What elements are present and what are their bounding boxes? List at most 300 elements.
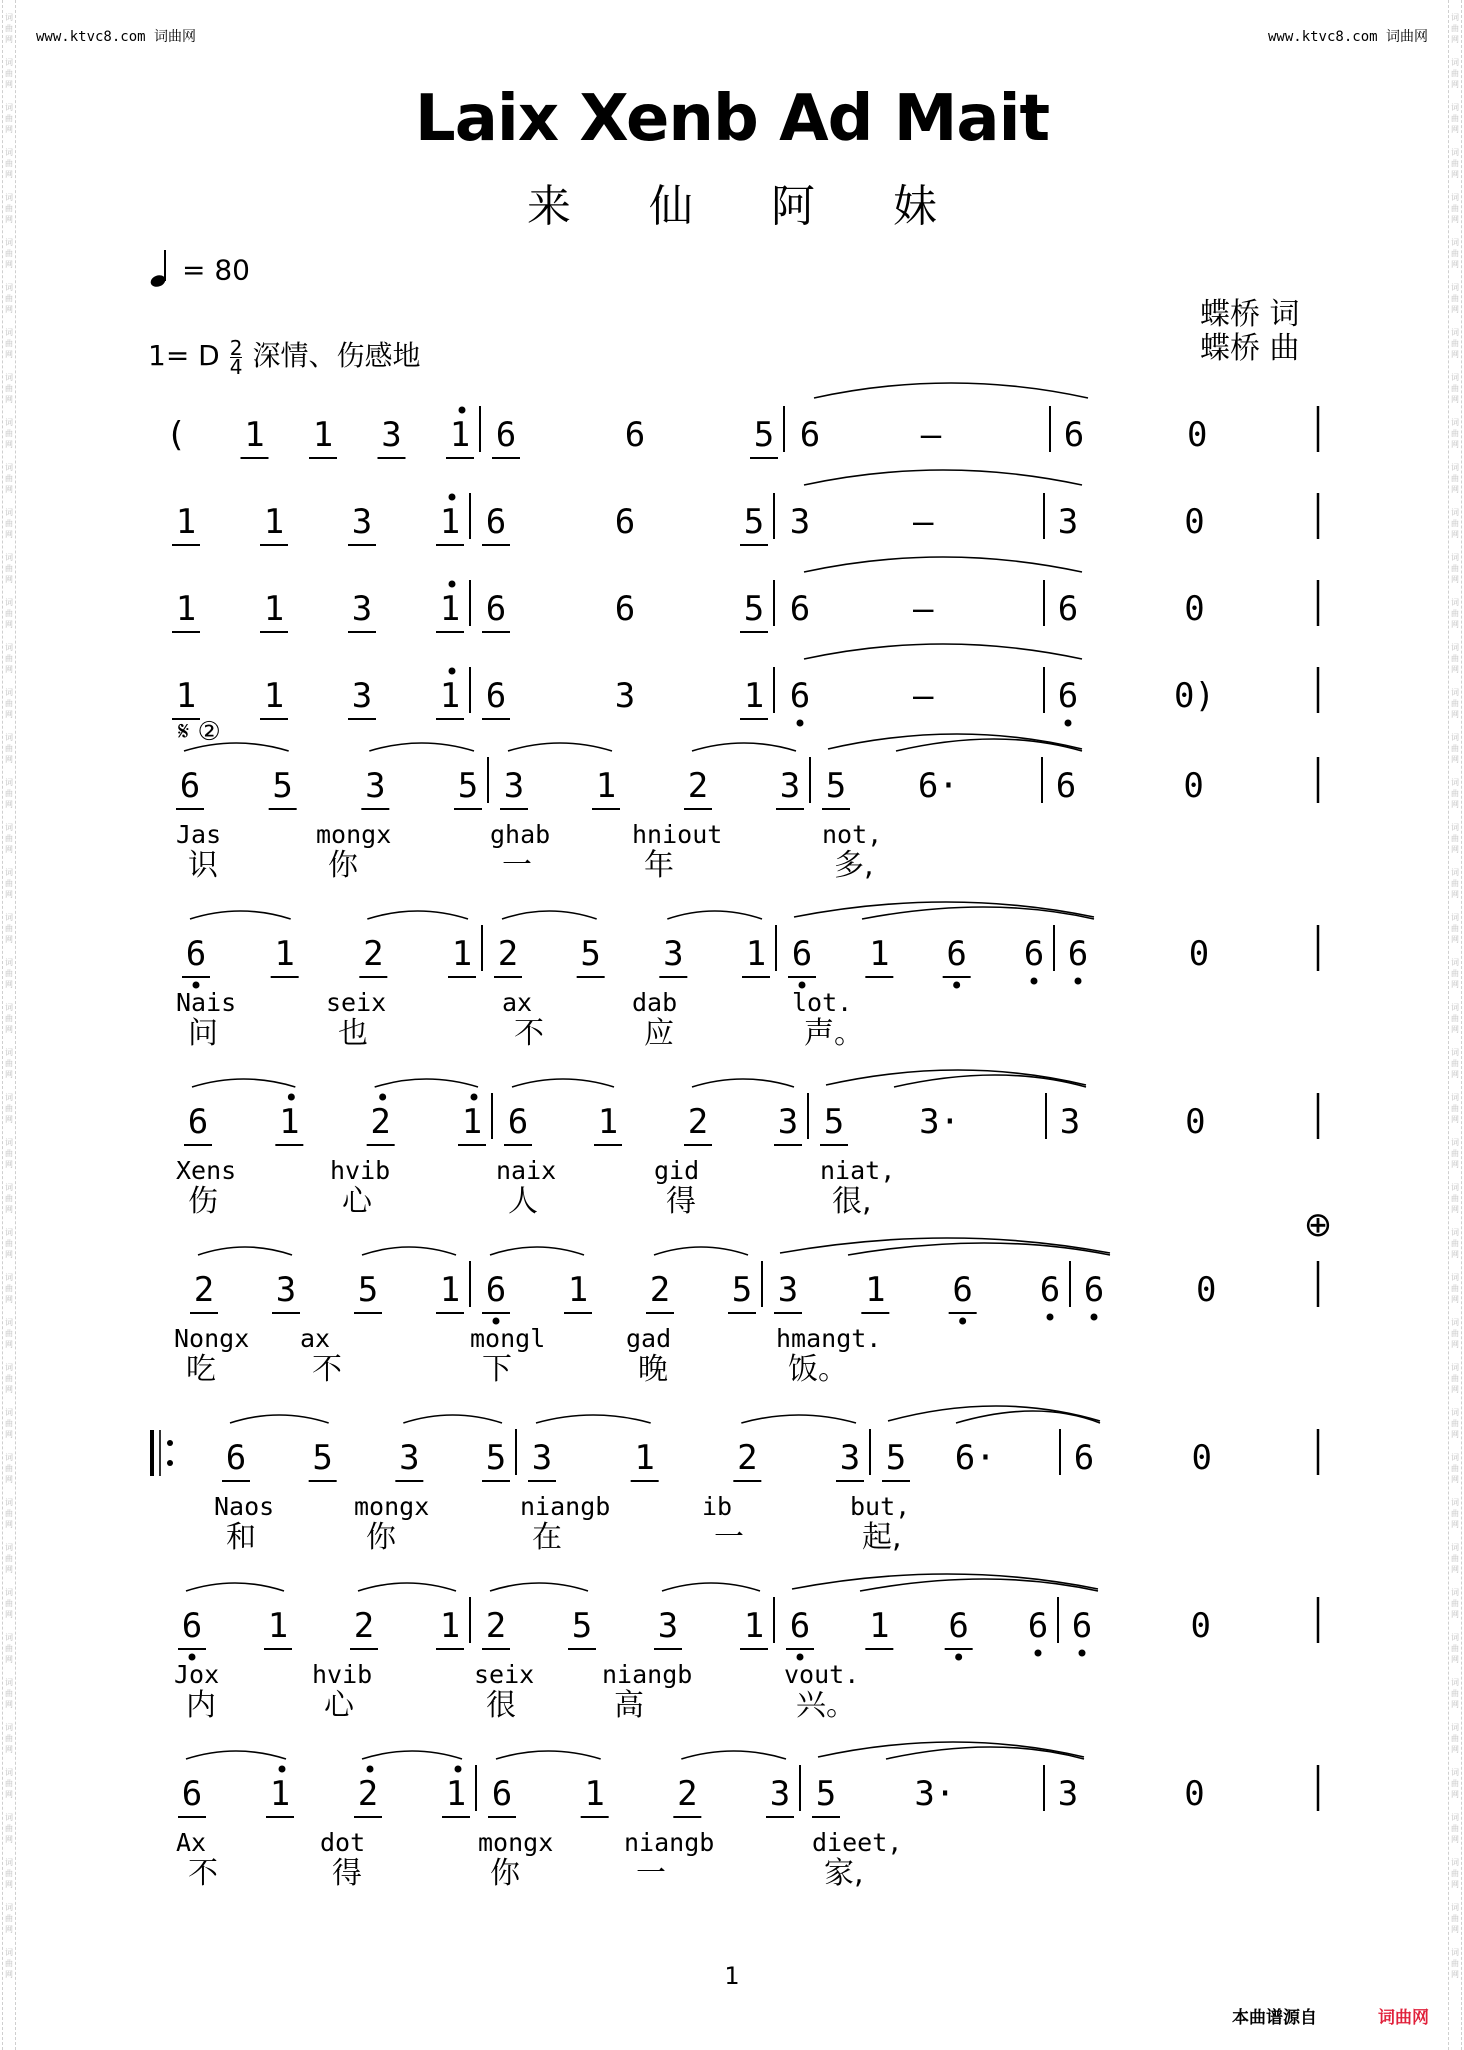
watermark-text: 词曲网 bbox=[5, 1723, 13, 1754]
jianpu-note: 1 bbox=[267, 1606, 289, 1646]
slur bbox=[362, 1751, 462, 1759]
chinese-lyric: 很, bbox=[832, 1184, 872, 1219]
jianpu-note: 6 bbox=[491, 1774, 513, 1814]
jianpu-note: 5 bbox=[825, 766, 847, 806]
jianpu-note: 6 bbox=[485, 502, 507, 542]
jianpu-note: 0 bbox=[1183, 766, 1204, 806]
slur bbox=[190, 911, 291, 919]
watermark-text: 词曲网 bbox=[5, 913, 13, 944]
chinese-lyric: 不 bbox=[514, 1016, 544, 1051]
jianpu-note: 3 bbox=[365, 766, 386, 806]
tie bbox=[804, 644, 1082, 659]
jianpu-note: 6 bbox=[1083, 1270, 1105, 1310]
watermark-text: 词曲网 bbox=[5, 418, 13, 449]
footer-brand: 词曲网 bbox=[1378, 2008, 1429, 2028]
jianpu-note: 1 bbox=[584, 1774, 605, 1814]
jianpu-note: 3 bbox=[399, 1438, 420, 1478]
jianpu-note: 1 bbox=[439, 502, 461, 542]
jianpu-note: 5 bbox=[457, 766, 479, 806]
tie bbox=[780, 1238, 1110, 1253]
jianpu-note: 2 bbox=[193, 1270, 215, 1310]
slur bbox=[362, 1247, 456, 1255]
watermark-text: 词曲网 bbox=[1451, 328, 1459, 359]
slur bbox=[369, 743, 474, 751]
jianpu-note: 6 bbox=[1023, 934, 1045, 974]
jianpu-note: 5 bbox=[571, 1606, 593, 1646]
tie bbox=[894, 1075, 1086, 1087]
watermark-text: 词曲网 bbox=[1451, 643, 1459, 674]
watermark-text: 词曲网 bbox=[5, 1498, 13, 1529]
slur bbox=[692, 1079, 794, 1087]
chinese-lyric: 你 bbox=[490, 1856, 520, 1891]
chinese-lyric: 年 bbox=[644, 848, 674, 883]
jianpu-note: 6 bbox=[1073, 1438, 1095, 1478]
jianpu-note: 6· bbox=[917, 766, 959, 806]
pinyin-lyric: niangb bbox=[602, 1660, 693, 1689]
slur bbox=[198, 1247, 292, 1255]
octave-dot-below bbox=[1065, 720, 1072, 727]
watermark-text: 词曲网 bbox=[1451, 1453, 1459, 1484]
jianpu-note: 1 bbox=[263, 502, 285, 542]
jianpu-note: 1 bbox=[439, 1270, 461, 1310]
watermark-text: 词曲网 bbox=[1451, 103, 1459, 134]
watermark-text: 词曲网 bbox=[5, 868, 13, 899]
watermark-text: 词曲网 bbox=[1451, 1498, 1459, 1529]
tie bbox=[804, 470, 1082, 485]
jianpu-note: 3· bbox=[919, 1102, 961, 1142]
watermark-text: 词曲网 bbox=[1451, 1768, 1459, 1799]
watermark-text: 词曲网 bbox=[1451, 733, 1459, 764]
octave-dot-below bbox=[1031, 978, 1038, 985]
octave-dot-below bbox=[1091, 1314, 1098, 1321]
watermark-text: 词曲网 bbox=[5, 1543, 13, 1574]
jianpu-note: 1 bbox=[597, 1102, 619, 1142]
jianpu-note: 3 bbox=[381, 415, 402, 455]
pinyin-lyric: Xens bbox=[176, 1156, 237, 1185]
pinyin-lyric: ghab bbox=[490, 820, 551, 849]
watermark-text: 词曲网 bbox=[1451, 1858, 1459, 1889]
watermark-text: 词曲网 bbox=[1451, 1363, 1459, 1394]
watermark-text: 词曲网 bbox=[1451, 1903, 1459, 1934]
slur bbox=[186, 1583, 284, 1591]
watermark-text: 词曲网 bbox=[5, 1363, 13, 1394]
jianpu-note: – bbox=[912, 676, 934, 716]
jianpu-note: 6 bbox=[181, 1606, 203, 1646]
chinese-lyric: 一 bbox=[636, 1856, 666, 1891]
watermark-text: 词曲网 bbox=[5, 688, 13, 719]
watermark-text: 词曲网 bbox=[5, 598, 13, 629]
jianpu-note: 2 bbox=[353, 1606, 375, 1646]
tie bbox=[896, 739, 1082, 751]
watermark-text: 词曲网 bbox=[1451, 1723, 1459, 1754]
footer-source-text: 本曲谱源自 bbox=[1232, 2008, 1317, 2028]
slur bbox=[230, 1415, 329, 1423]
expression-marking: 深情、伤感地 bbox=[252, 339, 421, 372]
jianpu-note: 5 bbox=[312, 1438, 333, 1478]
slur bbox=[367, 911, 468, 919]
jianpu-note: 6 bbox=[179, 766, 201, 806]
jianpu-note: 6 bbox=[789, 1606, 811, 1646]
jianpu-note: 5 bbox=[485, 1438, 507, 1478]
pinyin-lyric: but, bbox=[850, 1492, 911, 1521]
jianpu-note: 6 bbox=[1057, 589, 1079, 629]
chinese-lyric: 识 bbox=[188, 848, 218, 883]
slur bbox=[512, 1079, 614, 1087]
slur bbox=[502, 911, 597, 919]
jianpu-note: 0 bbox=[1188, 934, 1210, 974]
watermark-text: 词曲网 bbox=[1451, 418, 1459, 449]
watermark-text: 词曲网 bbox=[5, 1318, 13, 1349]
watermark-text: 词曲网 bbox=[1451, 1408, 1459, 1439]
jianpu-note: 3 bbox=[779, 766, 801, 806]
jianpu-note: 6 bbox=[1055, 766, 1077, 806]
jianpu-note: 6 bbox=[1071, 1606, 1093, 1646]
watermark-text: 词曲网 bbox=[1451, 1183, 1459, 1214]
watermark-text: 词曲网 bbox=[5, 958, 13, 989]
watermark-text: 词曲网 bbox=[1451, 1003, 1459, 1034]
octave-dot-below bbox=[797, 720, 804, 727]
jianpu-note: 2 bbox=[677, 1774, 698, 1814]
jianpu-note: ( bbox=[165, 415, 187, 455]
jianpu-note: 6 bbox=[946, 934, 967, 974]
jianpu-note: 1 bbox=[865, 1270, 886, 1310]
jianpu-note: 6 bbox=[789, 676, 811, 716]
watermark-text: 词曲网 bbox=[5, 1048, 13, 1079]
watermark-text: 词曲网 bbox=[1451, 823, 1459, 854]
watermark-text: 词曲网 bbox=[5, 1183, 13, 1214]
jianpu-note: 3 bbox=[1057, 502, 1079, 542]
octave-dot-above bbox=[379, 1094, 386, 1101]
slur bbox=[490, 1247, 584, 1255]
jianpu-note: 1 bbox=[175, 589, 197, 629]
watermark-text: 词曲网 bbox=[5, 1588, 13, 1619]
slur bbox=[662, 1583, 760, 1591]
jianpu-note: 1 bbox=[263, 589, 285, 629]
slur bbox=[186, 1751, 286, 1759]
octave-dot-above bbox=[459, 407, 466, 414]
octave-dot-above bbox=[279, 1766, 286, 1773]
octave-dot-above bbox=[449, 494, 456, 501]
watermark-text: 词曲网 bbox=[1451, 238, 1459, 269]
jianpu-note: 2 bbox=[687, 1102, 709, 1142]
watermark-text: 词曲网 bbox=[5, 1903, 13, 1934]
chinese-lyric: 内 bbox=[186, 1688, 216, 1723]
slur bbox=[536, 1415, 651, 1423]
watermark-text: 词曲网 bbox=[5, 1948, 13, 1979]
watermark-text: 词曲网 bbox=[5, 1633, 13, 1664]
jianpu-note: 6· bbox=[954, 1438, 996, 1478]
jianpu-note: 3 bbox=[769, 1774, 791, 1814]
pinyin-lyric: gad bbox=[626, 1324, 672, 1353]
jianpu-note: 6 bbox=[1039, 1270, 1061, 1310]
pinyin-lyric: not, bbox=[822, 820, 883, 849]
jianpu-note: 3 bbox=[1057, 1774, 1079, 1814]
jianpu-note: 5 bbox=[272, 766, 293, 806]
jianpu-note: 6 bbox=[485, 1270, 507, 1310]
jianpu-note: 3 bbox=[839, 1438, 861, 1478]
jianpu-note: 1 bbox=[595, 766, 617, 806]
watermark-text: 词曲网 bbox=[1451, 1678, 1459, 1709]
pinyin-lyric: Jas bbox=[176, 820, 222, 849]
chinese-lyric: 也 bbox=[338, 1016, 368, 1051]
watermark-text: 词曲网 bbox=[5, 1858, 13, 1889]
pinyin-lyric: ax bbox=[300, 1324, 331, 1353]
jianpu-note: – bbox=[912, 589, 934, 629]
jianpu-note: 0 bbox=[1185, 1102, 1206, 1142]
jianpu-note: 1 bbox=[451, 934, 473, 974]
repeat-dot bbox=[167, 1440, 173, 1446]
chinese-lyric: 家, bbox=[824, 1856, 864, 1891]
watermark-text: 词曲网 bbox=[5, 148, 13, 179]
jianpu-note: 3 bbox=[275, 1270, 297, 1310]
jianpu-note: 1 bbox=[743, 1606, 765, 1646]
jianpu-note: 1 bbox=[869, 1606, 890, 1646]
time-signature-bottom: 4 bbox=[229, 354, 243, 379]
song-title: Laix Xenb Ad Mait bbox=[414, 82, 1050, 156]
octave-dot-below bbox=[1035, 1650, 1042, 1657]
watermark-text: 词曲网 bbox=[5, 1408, 13, 1439]
watermark-text: 词曲网 bbox=[5, 463, 13, 494]
watermark-text: 词曲网 bbox=[5, 1768, 13, 1799]
chinese-lyric: 得 bbox=[666, 1184, 696, 1219]
pinyin-lyric: ib bbox=[702, 1492, 733, 1521]
jianpu-note: 3 bbox=[531, 1438, 553, 1478]
octave-dot-above bbox=[449, 581, 456, 588]
jianpu-note: 5 bbox=[815, 1774, 837, 1814]
tie bbox=[804, 557, 1082, 572]
jianpu-note: 6 bbox=[1057, 676, 1079, 716]
chinese-lyric: 兴。 bbox=[796, 1688, 856, 1723]
pinyin-lyric: mongl bbox=[470, 1324, 546, 1353]
jianpu-note: 2 bbox=[687, 766, 709, 806]
jianpu-note: 0 bbox=[1184, 1774, 1205, 1814]
slur bbox=[375, 1079, 478, 1087]
slur bbox=[508, 743, 612, 751]
jianpu-note: 3 bbox=[614, 676, 636, 716]
jianpu-note: 3 bbox=[503, 766, 525, 806]
slur bbox=[403, 1415, 502, 1423]
jianpu-note: 6 bbox=[181, 1774, 203, 1814]
pinyin-lyric: lot. bbox=[792, 988, 853, 1017]
watermark-text: 词曲网 bbox=[1451, 1813, 1459, 1844]
watermark-text: 词曲网 bbox=[1451, 1633, 1459, 1664]
chinese-lyric: 得 bbox=[332, 1856, 362, 1891]
octave-dot-above bbox=[449, 668, 456, 675]
chinese-lyric: 你 bbox=[366, 1520, 396, 1555]
slur bbox=[692, 743, 796, 751]
chinese-lyric: 高 bbox=[614, 1688, 644, 1723]
watermark-text: 词曲网 bbox=[5, 733, 13, 764]
pinyin-lyric: hvib bbox=[330, 1156, 391, 1185]
page-number: 1 bbox=[724, 1962, 740, 1990]
watermark-text: 词曲网 bbox=[1451, 1273, 1459, 1304]
chinese-lyric: 心 bbox=[342, 1184, 372, 1219]
tie bbox=[792, 1574, 1098, 1589]
watermark-text: 词曲网 bbox=[5, 1273, 13, 1304]
jianpu-note: 5 bbox=[743, 589, 765, 629]
jianpu-note: 6 bbox=[791, 934, 813, 974]
jianpu-note: 6 bbox=[485, 589, 507, 629]
watermark-text: 词曲网 bbox=[5, 1813, 13, 1844]
chinese-lyric: 晚 bbox=[638, 1352, 668, 1387]
jianpu-note: 6 bbox=[1063, 415, 1085, 455]
watermark-text: 词曲网 bbox=[1451, 1543, 1459, 1574]
jianpu-note: 6 bbox=[952, 1270, 973, 1310]
watermark-text: 词曲网 bbox=[1451, 598, 1459, 629]
slur bbox=[741, 1415, 856, 1423]
jianpu-note: 1 bbox=[449, 415, 471, 455]
watermark-text: 词曲网 bbox=[5, 58, 13, 89]
jianpu-note: 1 bbox=[263, 676, 285, 716]
pinyin-lyric: Nais bbox=[176, 988, 237, 1017]
octave-dot-above bbox=[288, 1094, 295, 1101]
jianpu-note: 6 bbox=[495, 415, 517, 455]
chinese-lyric: 吃 bbox=[186, 1352, 216, 1387]
tempo-value: = 80 bbox=[182, 253, 250, 287]
chinese-lyric: 很 bbox=[486, 1688, 516, 1723]
jianpu-note: 6 bbox=[799, 415, 821, 455]
watermark-text: 词曲网 bbox=[5, 373, 13, 404]
jianpu-note: 1 bbox=[869, 934, 890, 974]
jianpu-note: 0 bbox=[1195, 1270, 1217, 1310]
watermark-text: 词曲网 bbox=[5, 823, 13, 854]
jianpu-note: 1 bbox=[745, 934, 767, 974]
jianpu-note: 0 bbox=[1184, 589, 1205, 629]
jianpu-note: 1 bbox=[274, 934, 295, 974]
pinyin-lyric: mongx bbox=[478, 1828, 554, 1857]
jianpu-note: 6 bbox=[185, 934, 207, 974]
octave-dot-above bbox=[455, 1766, 462, 1773]
jianpu-note: 3 bbox=[1059, 1102, 1081, 1142]
jianpu-note: 2 bbox=[370, 1102, 391, 1142]
jianpu-note: 2 bbox=[737, 1438, 758, 1478]
octave-dot-above bbox=[471, 1094, 478, 1101]
watermark-text: 词曲网 bbox=[5, 1003, 13, 1034]
slur bbox=[496, 1751, 601, 1759]
pinyin-lyric: Jox bbox=[174, 1660, 220, 1689]
jianpu-note: 3· bbox=[914, 1774, 956, 1814]
watermark-text: 词曲网 bbox=[1451, 1048, 1459, 1079]
jianpu-note: 1 bbox=[461, 1102, 483, 1142]
jianpu-note: 6 bbox=[614, 502, 636, 542]
watermark-text: 词曲网 bbox=[1451, 58, 1459, 89]
jianpu-note: 2 bbox=[357, 1774, 379, 1814]
watermark-text: 词曲网 bbox=[1451, 148, 1459, 179]
watermark-text: 词曲网 bbox=[1451, 13, 1459, 44]
jianpu-note: 3 bbox=[663, 934, 684, 974]
jianpu-note: 6 bbox=[1067, 934, 1089, 974]
watermark-text: 词曲网 bbox=[5, 643, 13, 674]
chinese-lyric: 人 bbox=[508, 1184, 538, 1219]
watermark-text: 词曲网 bbox=[5, 1678, 13, 1709]
jianpu-note: 6 bbox=[485, 676, 507, 716]
jianpu-note: 0 bbox=[1184, 502, 1205, 542]
jianpu-note: – bbox=[912, 502, 934, 542]
slur bbox=[667, 911, 762, 919]
watermark-text: 词曲网 bbox=[5, 553, 13, 584]
pinyin-lyric: naix bbox=[496, 1156, 557, 1185]
watermark-text: 词曲网 bbox=[5, 283, 13, 314]
watermark-text: 词曲网 bbox=[1451, 463, 1459, 494]
watermark-text: 词曲网 bbox=[1451, 1138, 1459, 1169]
slur bbox=[654, 1247, 748, 1255]
jianpu-note: 5 bbox=[823, 1102, 845, 1142]
chinese-lyric: 和 bbox=[226, 1520, 256, 1555]
pinyin-lyric: hvib bbox=[312, 1660, 373, 1689]
jianpu-note: 1 bbox=[743, 676, 765, 716]
composer-credit: 蝶桥 曲 bbox=[1200, 331, 1300, 366]
jianpu-note: 3 bbox=[657, 1606, 679, 1646]
header-site-right: www.ktvc8.com 词曲网 bbox=[1267, 29, 1428, 45]
jianpu-note: 1 bbox=[445, 1774, 467, 1814]
jianpu-note: 0) bbox=[1174, 676, 1215, 716]
jianpu-note: 1 bbox=[244, 415, 265, 455]
watermark-text: 词曲网 bbox=[5, 193, 13, 224]
jianpu-note: 1 bbox=[269, 1774, 291, 1814]
lyricist-credit: 蝶桥 词 bbox=[1200, 297, 1300, 332]
jianpu-note: 5 bbox=[731, 1270, 753, 1310]
tie bbox=[848, 1243, 1110, 1255]
jianpu-note: 1 bbox=[312, 415, 334, 455]
pinyin-lyric: Nongx bbox=[174, 1324, 250, 1353]
jianpu-note: 2 bbox=[363, 934, 384, 974]
jianpu-note: 1 bbox=[439, 589, 461, 629]
octave-dot-below bbox=[953, 982, 960, 989]
watermark-text: 词曲网 bbox=[5, 1138, 13, 1169]
watermark-text: 词曲网 bbox=[5, 238, 13, 269]
jianpu-note: 3 bbox=[777, 1270, 799, 1310]
chinese-lyric: 一 bbox=[714, 1520, 744, 1555]
header-site-left: www.ktvc8.com 词曲网 bbox=[36, 29, 197, 45]
jianpu-note: 0 bbox=[1186, 415, 1208, 455]
pinyin-lyric: dot bbox=[320, 1828, 366, 1857]
chinese-lyric: 多, bbox=[834, 848, 874, 883]
watermark-text: 词曲网 bbox=[5, 1228, 13, 1259]
watermark-text: 词曲网 bbox=[1451, 373, 1459, 404]
pinyin-lyric: vout. bbox=[784, 1660, 860, 1689]
jianpu-note: 0 bbox=[1191, 1438, 1212, 1478]
jianpu-note: 1 bbox=[439, 676, 461, 716]
watermark-text: 词曲网 bbox=[5, 103, 13, 134]
chinese-lyric: 伤 bbox=[188, 1184, 218, 1219]
jianpu-note: 2 bbox=[649, 1270, 671, 1310]
slur bbox=[490, 1583, 588, 1591]
segno-marking: 𝄋 ② bbox=[178, 717, 221, 747]
jianpu-note: 5 bbox=[357, 1270, 379, 1310]
watermark-text: 词曲网 bbox=[5, 1093, 13, 1124]
watermark-text: 词曲网 bbox=[1451, 1318, 1459, 1349]
jianpu-note: 3 bbox=[777, 1102, 799, 1142]
jianpu-note: 3 bbox=[351, 589, 373, 629]
jianpu-note: 6 bbox=[614, 589, 636, 629]
chinese-lyric: 心 bbox=[324, 1688, 354, 1723]
tie bbox=[814, 383, 1088, 398]
slur bbox=[681, 1751, 786, 1759]
pinyin-lyric: hniout bbox=[632, 820, 723, 849]
jianpu-note: 6 bbox=[789, 589, 811, 629]
tie bbox=[794, 902, 1094, 917]
chinese-lyric: 应 bbox=[644, 1016, 674, 1051]
key-label: 1= D bbox=[148, 339, 220, 372]
watermark-text: 词曲网 bbox=[1451, 1093, 1459, 1124]
watermark-text: 词曲网 bbox=[1451, 1228, 1459, 1259]
watermark-text: 词曲网 bbox=[1451, 283, 1459, 314]
coda-sign-icon: ⊕ bbox=[1303, 1205, 1333, 1245]
watermark-text: 词曲网 bbox=[1451, 958, 1459, 989]
chinese-lyric: 起, bbox=[862, 1520, 902, 1555]
watermark-text: 词曲网 bbox=[1451, 193, 1459, 224]
slur bbox=[192, 1079, 295, 1087]
